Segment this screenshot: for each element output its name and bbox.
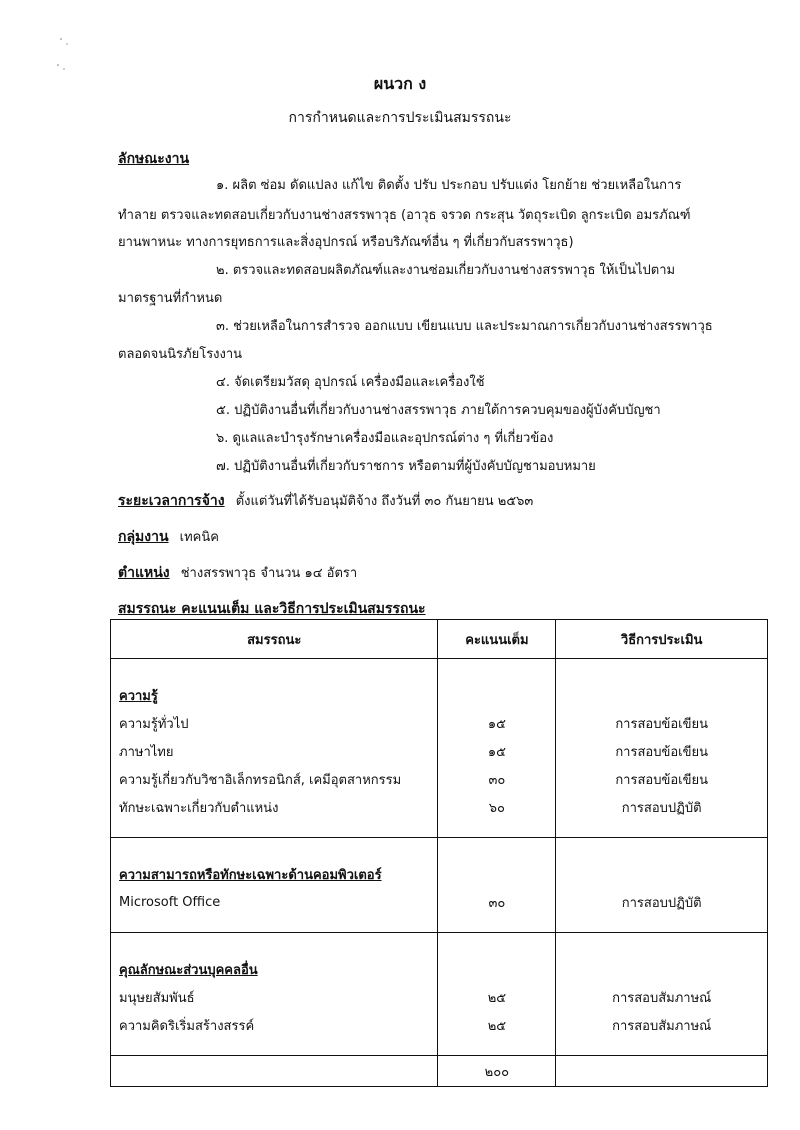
work-group-value: เทคนิค: [179, 530, 219, 545]
table-row: [111, 888, 768, 916]
table-row: [111, 1011, 768, 1039]
competency-method: การสอบข้อเขียน: [556, 737, 768, 765]
table-header-row: [111, 620, 768, 659]
competency-name: ความคิดริเริ่มสร้างสรรค์: [111, 1011, 438, 1039]
competency-score: ๑๕: [438, 737, 556, 765]
competency-score: ๖๐: [438, 793, 556, 821]
competency-method: การสอบข้อเขียน: [556, 765, 768, 793]
competency-score: ๑๕: [438, 709, 556, 737]
competency-method: การสอบปฏิบัติ: [556, 888, 768, 916]
document-subtitle: การกำหนดและการประเมินสมรรถนะ: [288, 110, 512, 126]
column-header-assessment-method: วิธีการประเมิน: [556, 620, 768, 659]
competency-method: การสอบสัมภาษณ์: [556, 983, 768, 1011]
total-score: ๒๐๐: [438, 1056, 556, 1087]
competency-method: การสอบปฏิบัติ: [556, 793, 768, 821]
job-item-1-line-1: ๑. ผลิต ซ่อม ดัดแปลง แก้ไข ติดตั้ง ปรับ ประกอบ ปรับแต่ง โยกย้าย ช่วยเหลือในการ: [216, 178, 682, 193]
position-line: [118, 562, 357, 584]
group-heading-knowledge: ความรู้: [119, 688, 158, 704]
table-row: [111, 765, 768, 793]
competency-score: ๒๕: [438, 983, 556, 1011]
scan-speck-marks: [55, 35, 73, 75]
table-row: [111, 737, 768, 765]
competency-score: ๒๕: [438, 1011, 556, 1039]
competency-table: [110, 619, 768, 1087]
employment-period-label: ระยะเวลาการจ้าง: [118, 493, 225, 509]
group-heading-row: [111, 860, 768, 888]
job-item-3-line-1: ๓. ช่วยเหลือในการสำรวจ ออกแบบ เขียนแบบ และประมาณการเกี่ยวกับงานช่างสรรพาวุธ: [216, 319, 713, 334]
competency-name: ความรู้เกี่ยวกับวิชาอิเล็กทรอนิกส์, เคมีอุตสาหกรรม: [111, 765, 438, 793]
table-row: [111, 709, 768, 737]
work-group-line: [118, 526, 219, 548]
work-group-label: กลุ่มงาน: [118, 529, 169, 545]
job-item-3-line-2: ตลอดจนนิรภัยโรงงาน: [118, 347, 243, 362]
document-title: ผนวก ง: [373, 74, 427, 93]
group-heading-personal-attributes: คุณลักษณะส่วนบุคคลอื่น: [119, 962, 258, 978]
job-item-1-line-3: ยานพาหนะ ทางการยุทธการและสิ่งอุปกรณ์ หรือบริภัณฑ์อื่น ๆ ที่เกี่ยวกับสรรพาวุธ): [118, 235, 574, 250]
position-value: ช่างสรรพาวุธ จำนวน ๑๔ อัตรา: [180, 566, 358, 581]
column-header-competency: สมรรถนะ: [111, 620, 438, 659]
job-item-2-line-2: มาตรฐานที่กำหนด: [118, 291, 223, 306]
competency-section-heading: สมรรถนะ คะแนนเต็ม และวิธีการประเมินสมรรถนะ: [118, 601, 426, 617]
job-item-6: ๖. ดูแลและบำรุงรักษาเครื่องมือและอุปกรณ์ต่าง ๆ ที่เกี่ยวข้อง: [216, 431, 554, 446]
competency-name: Microsoft Office: [111, 888, 438, 916]
group-heading-row: [111, 955, 768, 983]
employment-period-value: ตั้งแต่วันที่ได้รับอนุมัติจ้าง ถึงวันที่ ๓๐ กันยายน ๒๕๖๓: [235, 494, 534, 509]
competency-name: ความรู้ทั่วไป: [111, 709, 438, 737]
competency-name: มนุษยสัมพันธ์: [111, 983, 438, 1011]
job-description-heading: ลักษณะงาน: [118, 151, 190, 167]
competency-method: การสอบสัมภาษณ์: [556, 1011, 768, 1039]
job-item-7: ๗. ปฏิบัติงานอื่นที่เกี่ยวกับราชการ หรือตามที่ผู้บังคับบัญชามอบหมาย: [216, 459, 596, 474]
job-item-1-line-2: ทำลาย ตรวจและทดสอบเกี่ยวกับงานช่างสรรพาวุธ (อาวุธ จรวด กระสุน วัตถุระเบิด ลูกระเบิด อมรภัณฑ์: [118, 208, 691, 223]
employment-period-line: [118, 490, 533, 512]
job-item-4: ๔. จัดเตรียมวัสดุ อุปกรณ์ เครื่องมือและเครื่องใช้: [216, 375, 485, 390]
job-item-2-line-1: ๒. ตรวจและทดสอบผลิตภัณฑ์และงานซ่อมเกี่ยวกับงานช่างสรรพาวุธ ให้เป็นไปตาม: [216, 263, 676, 278]
competency-score: ๓๐: [438, 888, 556, 916]
job-item-5: ๕. ปฏิบัติงานอื่นที่เกี่ยวกับงานช่างสรรพาวุธ ภายใต้การควบคุมของผู้บังคับบัญชา: [216, 403, 661, 418]
competency-name: ภาษาไทย: [111, 737, 438, 765]
group-heading-computer-skills: ความสามารถหรือทักษะเฉพาะด้านคอมพิวเตอร์: [119, 867, 382, 883]
table-row: [111, 793, 768, 821]
competency-score: ๓๐: [438, 765, 556, 793]
competency-name: ทักษะเฉพาะเกี่ยวกับตำแหน่ง: [111, 793, 438, 821]
column-header-full-score: คะแนนเต็ม: [438, 620, 556, 659]
table-row: [111, 983, 768, 1011]
total-row: [111, 1056, 768, 1087]
group-heading-row: [111, 681, 768, 709]
competency-method: การสอบข้อเขียน: [556, 709, 768, 737]
position-label: ตำแหน่ง: [118, 565, 170, 581]
